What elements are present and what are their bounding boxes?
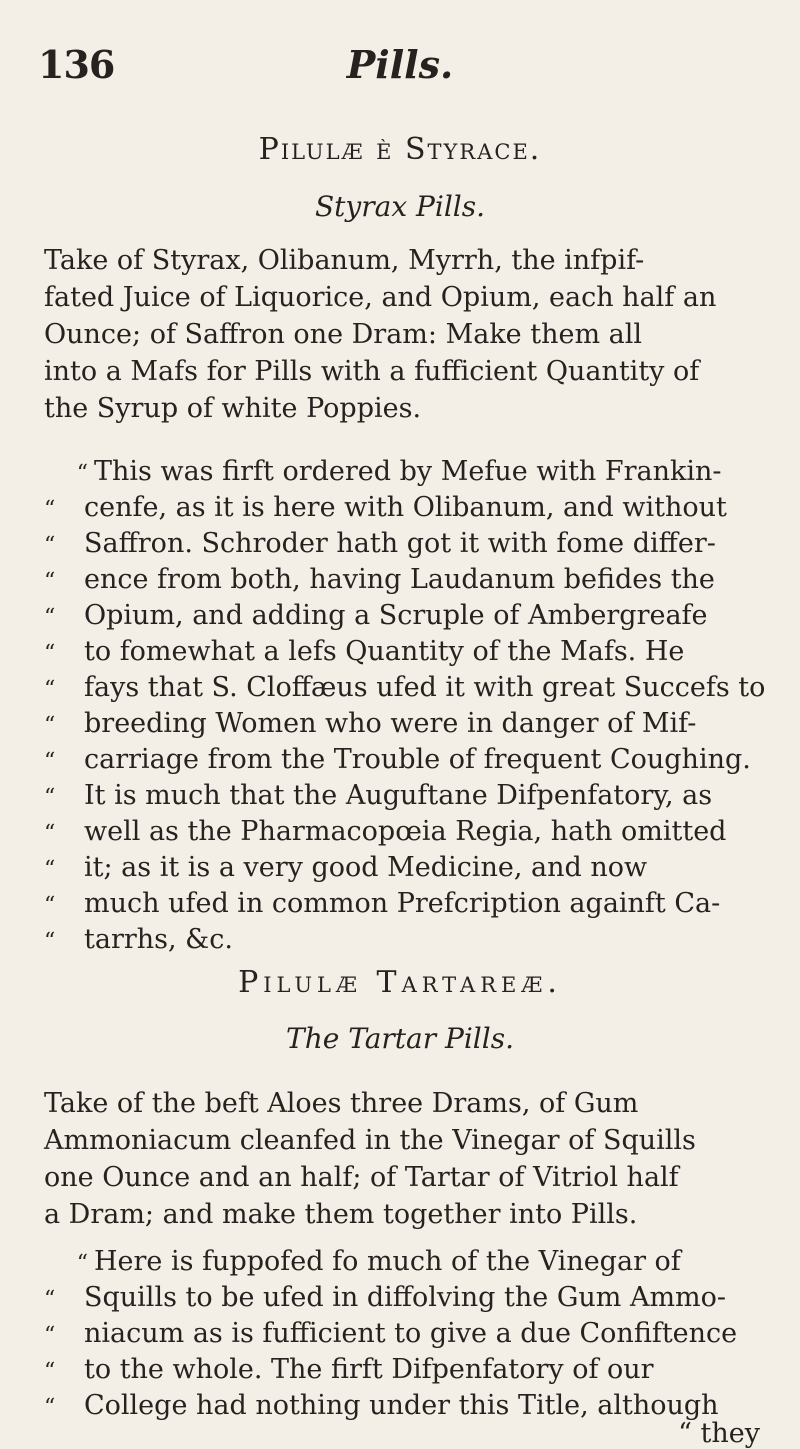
section-heading-tartar: Pilulæ Tartareæ. bbox=[238, 965, 562, 1000]
text-line bbox=[44, 850, 764, 886]
line-text: Ounce; of Saffron one Dram: Make them all bbox=[44, 319, 643, 350]
line-text: the Syrup of white Poppies. bbox=[44, 393, 422, 424]
text-line bbox=[44, 778, 764, 814]
commentary-paragraph-styrax bbox=[44, 454, 764, 958]
quote-mark: “ bbox=[44, 1323, 56, 1348]
text-line bbox=[44, 1244, 764, 1280]
line-text: Here is fuppofed fo much of the Vinegar of bbox=[94, 1246, 681, 1277]
text-line bbox=[44, 598, 764, 634]
quote-mark: “ bbox=[44, 641, 56, 666]
line-text: a Dram; and make them together into Pills. bbox=[44, 1199, 638, 1230]
line-text: fays that S. Cloffæus ufed it with great Succefs to bbox=[84, 672, 766, 703]
quote-mark: “ bbox=[44, 1287, 56, 1312]
line-text: ence from both, having Laudanum befides the bbox=[84, 564, 715, 595]
text-line bbox=[44, 670, 764, 706]
quote-mark: “ bbox=[76, 461, 88, 486]
quote-mark: “ bbox=[44, 677, 56, 702]
quote-mark: “ bbox=[44, 713, 56, 738]
line-text: Take of the beft Aloes three Drams, of Gum bbox=[44, 1088, 639, 1119]
text-line bbox=[44, 706, 764, 742]
quote-mark: “ bbox=[44, 749, 56, 774]
quote-mark: “ bbox=[44, 929, 56, 954]
commentary-paragraph-tartar bbox=[44, 1244, 764, 1424]
line-text: tarrhs, &c. bbox=[84, 924, 233, 955]
line-text: fated Juice of Liquorice, and Opium, each half an bbox=[44, 282, 717, 313]
line-text: College had nothing under this Title, although bbox=[84, 1390, 719, 1421]
line-text: Take of Styrax, Olibanum, Myrrh, the infpif- bbox=[44, 245, 645, 276]
text-line bbox=[44, 1316, 764, 1352]
line-text: Ammoniacum cleanfed in the Vinegar of Squills bbox=[44, 1125, 696, 1156]
line-text: well as the Pharmacopœia Regia, hath omitted bbox=[84, 816, 727, 847]
line-text: to the whole. The firft Difpenfatory of our bbox=[84, 1354, 654, 1385]
line-text: breeding Women who were in danger of Mif- bbox=[84, 708, 697, 739]
text-line bbox=[44, 279, 764, 316]
quote-mark: “ bbox=[44, 533, 56, 558]
line-text: into a Mafs for Pills with a fufficient Quantity of bbox=[44, 356, 700, 387]
text-line bbox=[44, 1085, 764, 1122]
text-line bbox=[44, 922, 764, 958]
quote-mark: “ bbox=[44, 821, 56, 846]
recipe-paragraph-styrax bbox=[44, 242, 764, 427]
page-number: 136 bbox=[38, 42, 115, 87]
text-line bbox=[44, 634, 764, 670]
text-line bbox=[44, 886, 764, 922]
text-line bbox=[44, 316, 764, 353]
text-line bbox=[44, 1122, 764, 1159]
line-text: Opium, and adding a Scruple of Ambergreafe bbox=[84, 600, 708, 631]
line-text: It is much that the Auguftane Difpenfatory, as bbox=[84, 780, 713, 811]
catchword: “ they bbox=[678, 1418, 760, 1449]
text-line bbox=[44, 1280, 764, 1316]
quote-mark: “ bbox=[44, 569, 56, 594]
line-text: carriage from the Trouble of frequent Coughing. bbox=[84, 744, 751, 775]
line-text: niacum as is fufficient to give a due Confiftence bbox=[84, 1318, 738, 1349]
quote-mark: “ bbox=[44, 893, 56, 918]
quote-mark: “ bbox=[44, 605, 56, 630]
text-line bbox=[44, 562, 764, 598]
line-text: it; as it is a very good Medicine, and now bbox=[84, 852, 648, 883]
text-line bbox=[44, 1352, 764, 1388]
section-subheading-styrax: Styrax Pills. bbox=[315, 190, 485, 223]
text-line bbox=[44, 490, 764, 526]
line-text: much ufed in common Prefcription againft Ca- bbox=[84, 888, 721, 919]
quote-mark: “ bbox=[44, 857, 56, 882]
quote-mark: “ bbox=[44, 1395, 56, 1420]
text-line bbox=[44, 242, 764, 279]
text-line bbox=[44, 390, 764, 427]
text-line bbox=[44, 353, 764, 390]
text-line bbox=[44, 814, 764, 850]
line-text: one Ounce and an half; of Tartar of Vitriol half bbox=[44, 1162, 679, 1193]
line-text: Saffron. Schroder hath got it with fome differ- bbox=[84, 528, 716, 559]
line-text: This was firft ordered by Mefue with Frankin- bbox=[94, 456, 722, 487]
quote-mark: “ bbox=[44, 497, 56, 522]
text-line bbox=[44, 1196, 764, 1233]
quote-mark: “ bbox=[76, 1251, 88, 1276]
line-text: cenfe, as it is here with Olibanum, and without bbox=[84, 492, 727, 523]
recipe-paragraph-tartar bbox=[44, 1085, 764, 1233]
text-line bbox=[44, 526, 764, 562]
running-title: Pills. bbox=[346, 42, 454, 87]
text-line bbox=[44, 454, 764, 490]
quote-mark: “ bbox=[44, 785, 56, 810]
section-heading-styrax: Pilulæ è Styrace. bbox=[258, 132, 542, 167]
text-line bbox=[44, 1159, 764, 1196]
text-line bbox=[44, 742, 764, 778]
page-header bbox=[0, 42, 800, 102]
quote-mark: “ bbox=[44, 1359, 56, 1384]
section-subheading-tartar: The Tartar Pills. bbox=[286, 1022, 514, 1055]
line-text: to fomewhat a lefs Quantity of the Mafs. He bbox=[84, 636, 685, 667]
line-text: Squills to be ufed in diffolving the Gum Ammo- bbox=[84, 1282, 727, 1313]
